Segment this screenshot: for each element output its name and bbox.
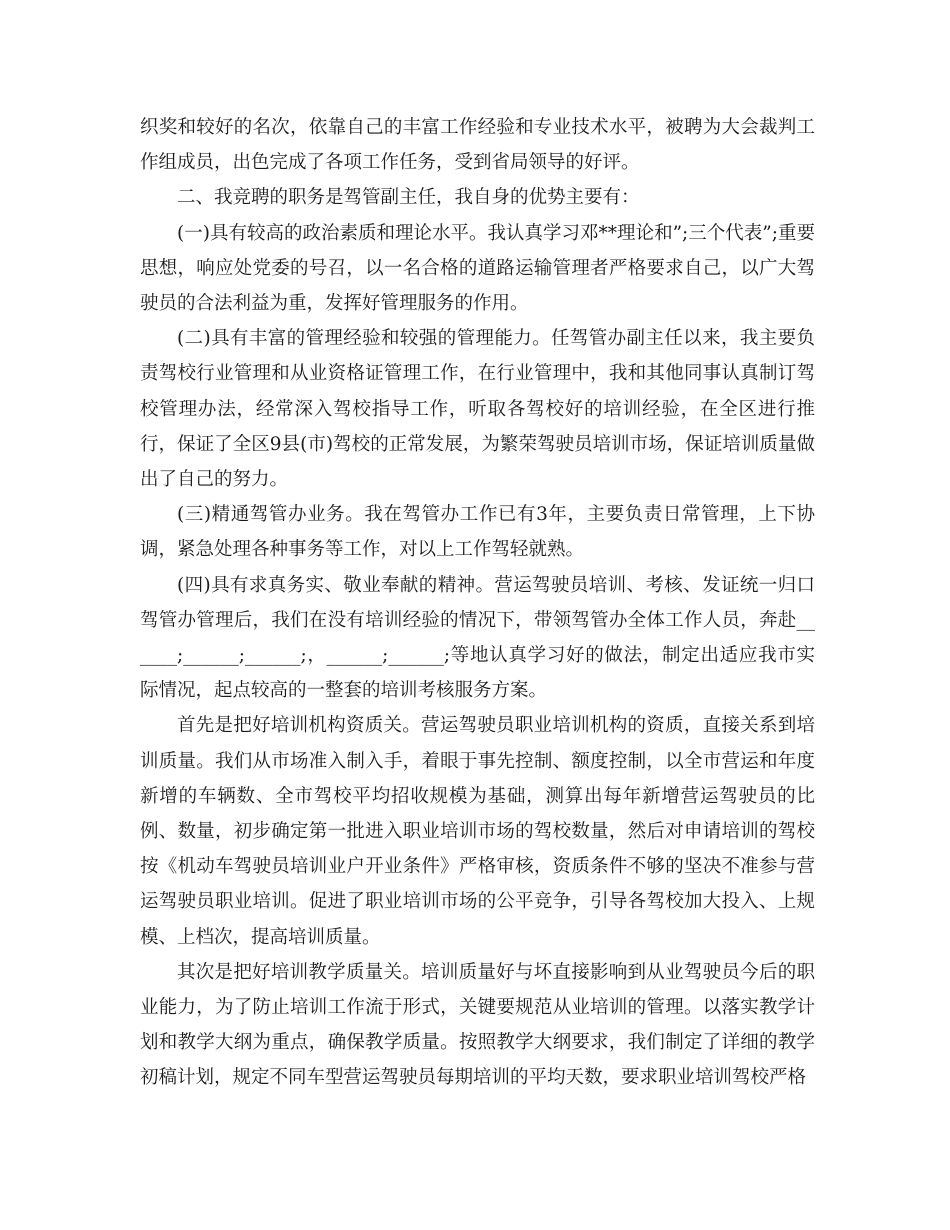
document-body <box>140 110 815 1096</box>
paragraph-advantage-two: (二)具有丰富的管理经验和较强的管理能力。任驾管办副主任以来，我主要负责驾校行业管理和从业资格证管理工作，在行业管理中，我和其他同事认真制订驾校管理办法，经常深入驾校指导工作，听取各驾校好的培训经验，在全区进行推行，保证了全区9县(市)驾校的正常发展，为繁荣驾驶员培训市场，保证培训质量做出了自己的努力。 <box>140 328 815 491</box>
paragraph-section-two-heading: 二、我竞聘的职务是驾管副主任，我自身的优势主要有： <box>177 187 640 209</box>
paragraph-advantage-four: (四)具有求真务实、敬业奉献的精神。营运驾驶员培训、考核、发证统一归口驾管办管理后，我们在没有培训经验的情况下，带领驾管办全体工作人员，奔赴______;______;______;，______;______;等地认真学习好的做法，制定出适应我市实际情况，起点较高的一整套的培训考核服务方案。 <box>140 574 815 702</box>
paragraph-first-measure: 首先是把好培训机构资质关。营运驾驶员职业培训机构的资质，直接关系到培训质量。我们从市场准入制入手，着眼于事先控制、额度控制，以全市营运和年度新增的车辆数、全市驾校平均招收规模为基础，测算出每年新增营运驾驶员的比例、数量，初步确定第一批进入职业培训市场的驾校数量，然后对申请培训的驾校按《机动车驾驶员培训业户开业条件》严格审核，资质条件不够的坚决不准参与营运驾驶员职业培训。促进了职业培训市场的公平竞争，引导各驾校加大投入、上规模、上档次，提高培训质量。 <box>140 715 815 948</box>
paragraph-advantage-one: (一)具有较高的政治素质和理论水平。我认真学习邓**理论和”;三个代表”;重要思想，响应处党委的号召，以一名合格的道路运输管理者严格要求自己，以广大驾驶员的合法利益为重，发挥好管理服务的作用。 <box>140 222 815 315</box>
paragraph-continuation: 织奖和较好的名次，依靠自己的丰富工作经验和专业技术水平，被聘为大会裁判工作组成员，出色完成了各项工作任务，受到省局领导的好评。 <box>140 117 815 174</box>
paragraph-advantage-three: (三)精通驾管办业务。我在驾管办工作已有3年，主要负责日常管理，上下协调，紧急处理各种事务等工作，对以上工作驾轻就熟。 <box>140 504 815 561</box>
paragraph-second-measure: 其次是把好培训教学质量关。培训质量好与坏直接影响到从业驾驶员今后的职业能力，为了防止培训工作流于形式，关键要规范从业培训的管理。以落实教学计划和教学大纲为重点，确保教学质量。按照教学大纲要求，我们制定了详细的教学初稿计划，规定不同车型营运驾驶员每期培训的平均天数，要求职业培训驾校严格 <box>140 961 815 1089</box>
